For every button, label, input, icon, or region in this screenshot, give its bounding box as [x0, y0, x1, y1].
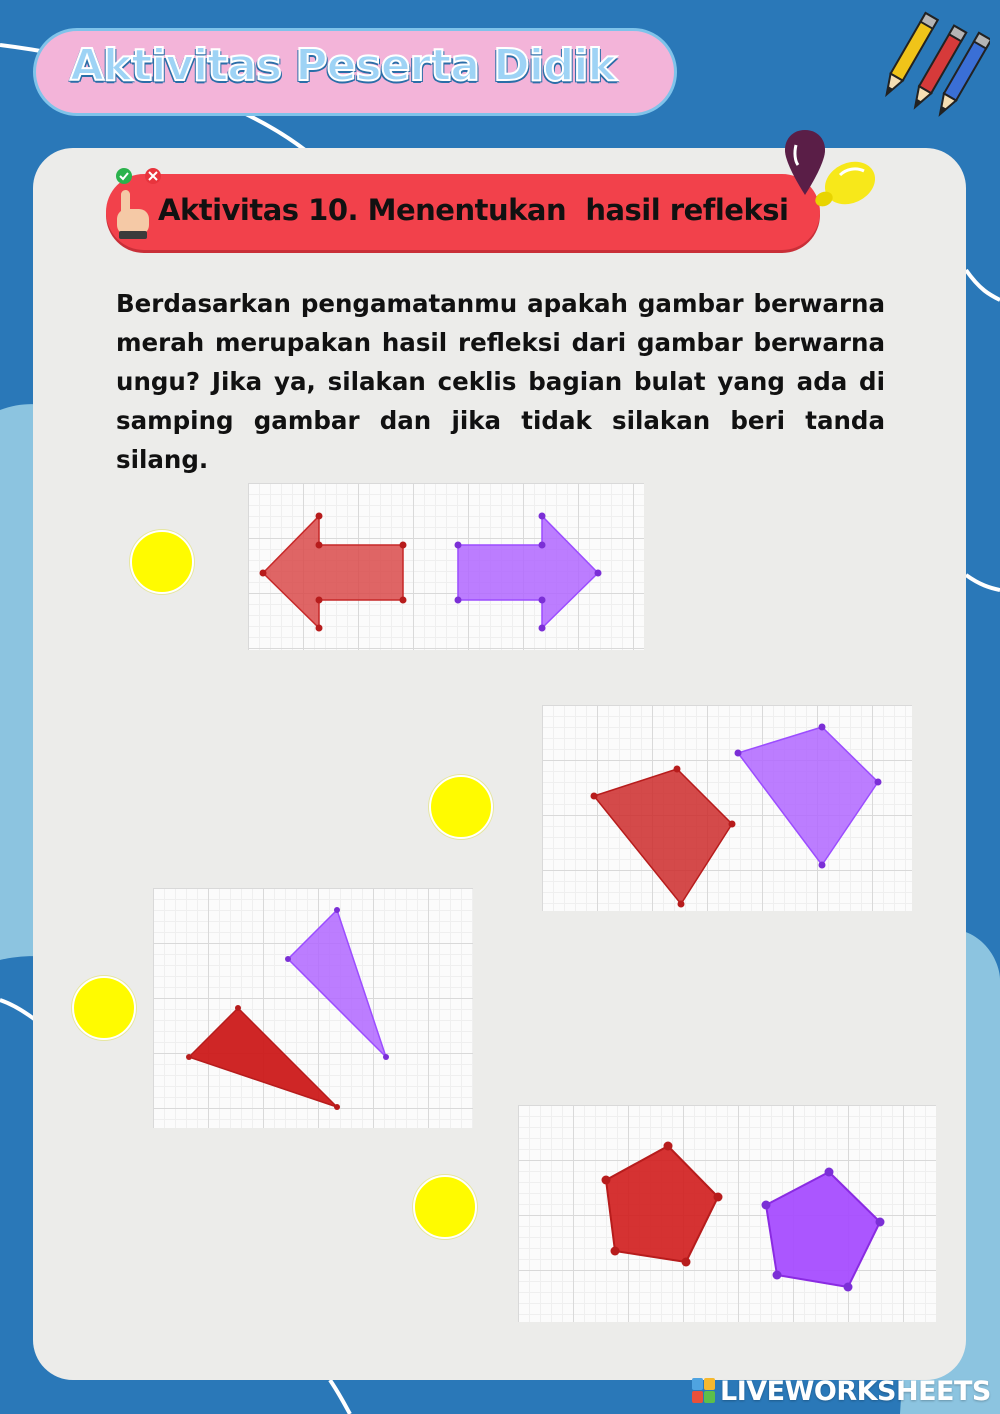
answer-circle-1[interactable]	[130, 530, 194, 594]
purple-arrow-shape	[458, 516, 598, 628]
red-arrow-shape	[263, 516, 403, 628]
reflection-figure-3	[153, 888, 473, 1128]
answer-circle-2[interactable]	[429, 775, 493, 839]
reflection-figure-4	[518, 1105, 936, 1322]
lightbulb-icon	[780, 125, 885, 215]
red-quadrilateral-shape	[594, 769, 732, 904]
liveworksheets-logo	[692, 1374, 991, 1408]
answer-circle-3[interactable]	[72, 976, 136, 1040]
liveworksheets-icon	[692, 1378, 716, 1404]
purple-pentagon-shape	[766, 1172, 880, 1287]
instructions-text: Berdasarkan pengamatanmu apakah gambar berwarna merah merupakan hasil refleksi dari gambar berwarna ungu? Jika ya, silakan ceklis bagian bulat yang ada di samping gambar dan jika tidak silakan beri tanda silang.	[116, 289, 885, 474]
pencils-icon	[880, 6, 990, 126]
answer-circle-4[interactable]	[413, 1175, 477, 1239]
red-triangle-shape	[189, 1008, 337, 1107]
page-title: Aktivitas Peserta Didik	[70, 40, 616, 91]
purple-triangle-shape	[288, 910, 386, 1057]
reflection-figure-1	[248, 483, 644, 650]
red-pentagon-shape	[606, 1146, 718, 1262]
reflection-figure-2	[542, 705, 912, 911]
brand-name: LIVEWORKSHEETS	[720, 1375, 991, 1407]
purple-quadrilateral-shape	[738, 727, 878, 865]
activity-title: Aktivitas 10. Menentukan hasil refleksi	[158, 193, 789, 227]
